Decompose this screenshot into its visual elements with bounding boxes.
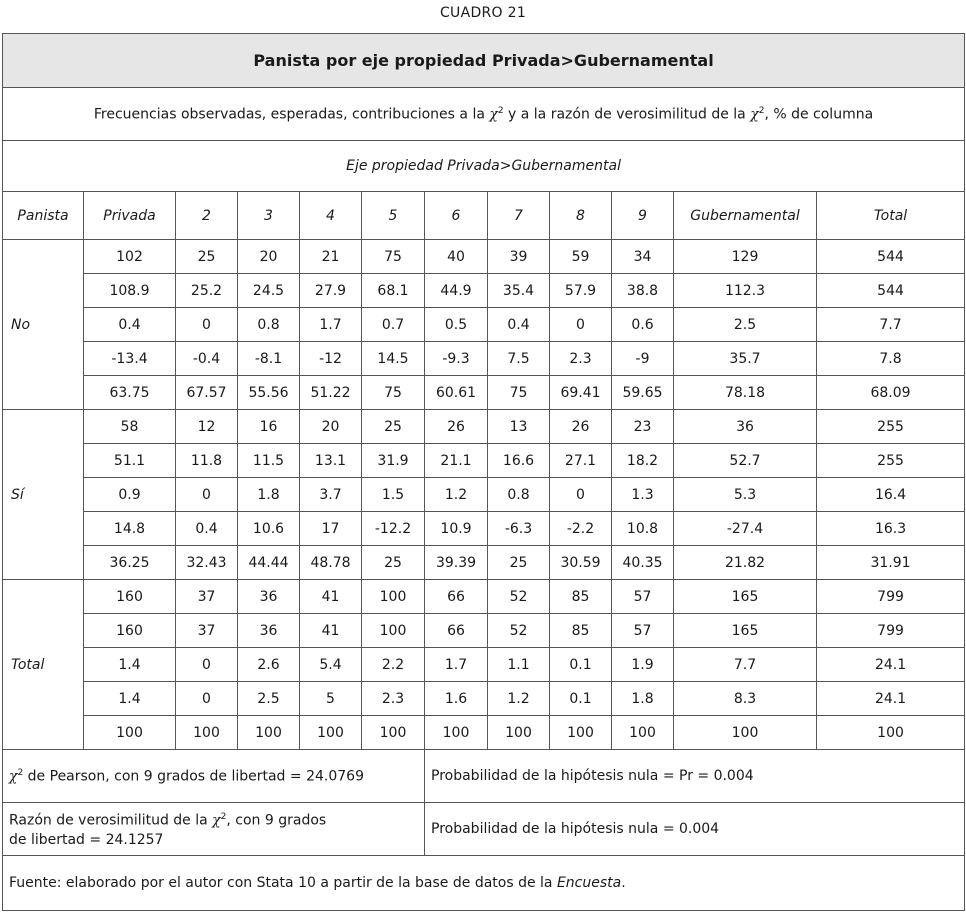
table-cell: -2.2 bbox=[550, 512, 612, 546]
table-cell: 68.09 bbox=[817, 376, 965, 410]
table-cell: 799 bbox=[817, 580, 965, 614]
table-cell: 52 bbox=[488, 614, 550, 648]
table-cell: 69.41 bbox=[550, 376, 612, 410]
table-row bbox=[3, 682, 965, 716]
source-italic: Encuesta bbox=[556, 875, 622, 891]
table-cell: 10.6 bbox=[238, 512, 300, 546]
table-cell: 25 bbox=[362, 410, 425, 444]
table-cell: 14.5 bbox=[362, 342, 425, 376]
table-cell: 2.2 bbox=[362, 648, 425, 682]
table-cell: 7.5 bbox=[488, 342, 550, 376]
table-cell: 100 bbox=[362, 716, 425, 750]
table-cell: 11.8 bbox=[176, 444, 238, 478]
table-cell: -12 bbox=[300, 342, 362, 376]
table-cell: 48.78 bbox=[300, 546, 362, 580]
table-cell: 2.5 bbox=[238, 682, 300, 716]
source-row bbox=[3, 856, 965, 911]
superscript-2: 2 bbox=[497, 105, 504, 116]
table-cell: 39.39 bbox=[425, 546, 488, 580]
table-cell: -13.4 bbox=[84, 342, 176, 376]
table-cell: 102 bbox=[84, 240, 176, 274]
table-cell: 52.7 bbox=[674, 444, 817, 478]
table-cell: 100 bbox=[817, 716, 965, 750]
table-cell: 108.9 bbox=[84, 274, 176, 308]
table-row bbox=[3, 648, 965, 682]
chi-symbol: χ bbox=[489, 106, 498, 123]
table-cell: 7.8 bbox=[817, 342, 965, 376]
table-cell: 0.4 bbox=[84, 308, 176, 342]
table-cell: 3.7 bbox=[300, 478, 362, 512]
table-cell: 1.4 bbox=[84, 648, 176, 682]
table-cell: 0.7 bbox=[362, 308, 425, 342]
table-cell: 1.3 bbox=[612, 478, 674, 512]
table-cell: 26 bbox=[550, 410, 612, 444]
table-cell: 0 bbox=[550, 308, 612, 342]
column-header: 7 bbox=[488, 192, 550, 240]
table-cell: 1.7 bbox=[300, 308, 362, 342]
table-cell: 100 bbox=[425, 716, 488, 750]
likelihood-text: Razón de verosimilitud de la bbox=[9, 812, 213, 829]
table-cell: 75 bbox=[362, 240, 425, 274]
table-cell: 23 bbox=[612, 410, 674, 444]
table-cell: 100 bbox=[176, 716, 238, 750]
table-cell: 100 bbox=[488, 716, 550, 750]
table-cell: 41 bbox=[300, 614, 362, 648]
header-row bbox=[3, 192, 965, 240]
table-cell: 58 bbox=[84, 410, 176, 444]
table-cell: 0 bbox=[550, 478, 612, 512]
table-cell: 100 bbox=[238, 716, 300, 750]
table-cell: 51.22 bbox=[300, 376, 362, 410]
table-cell: -27.4 bbox=[674, 512, 817, 546]
table-cell: 5 bbox=[300, 682, 362, 716]
table-cell: 85 bbox=[550, 614, 612, 648]
column-header: 8 bbox=[550, 192, 612, 240]
subtitle-part: , % de columna bbox=[764, 106, 874, 123]
table-cell: 10.8 bbox=[612, 512, 674, 546]
table-cell: 59.65 bbox=[612, 376, 674, 410]
table-row bbox=[3, 240, 965, 274]
chi-symbol: χ bbox=[750, 106, 759, 123]
likelihood-text: de libertad = 24.1257 bbox=[9, 831, 164, 848]
table-cell: 68.1 bbox=[362, 274, 425, 308]
table-cell: 25 bbox=[362, 546, 425, 580]
table-cell: 52 bbox=[488, 580, 550, 614]
table-cell: 160 bbox=[84, 614, 176, 648]
table-cell: 10.9 bbox=[425, 512, 488, 546]
table-cell: 1.9 bbox=[612, 648, 674, 682]
table-cell: 5.3 bbox=[674, 478, 817, 512]
table-cell: 24.1 bbox=[817, 648, 965, 682]
table-cell: 32.43 bbox=[176, 546, 238, 580]
table-cell: 63.75 bbox=[84, 376, 176, 410]
column-header: 3 bbox=[238, 192, 300, 240]
table-cell: 20 bbox=[300, 410, 362, 444]
table-cell: 255 bbox=[817, 410, 965, 444]
table-cell: 2.5 bbox=[674, 308, 817, 342]
likelihood-stat bbox=[3, 803, 425, 856]
table-cell: 1.8 bbox=[238, 478, 300, 512]
table-cell: 14.8 bbox=[84, 512, 176, 546]
table-cell: 75 bbox=[362, 376, 425, 410]
table-cell: 41 bbox=[300, 580, 362, 614]
table-cell: 57.9 bbox=[550, 274, 612, 308]
table-cell: 2.3 bbox=[550, 342, 612, 376]
table-caption: CUADRO 21 bbox=[439, 5, 527, 21]
table-cell: 165 bbox=[674, 580, 817, 614]
table-cell: 27.1 bbox=[550, 444, 612, 478]
table-cell: 7.7 bbox=[817, 308, 965, 342]
table-cell: 13 bbox=[488, 410, 550, 444]
table-cell: -12.2 bbox=[362, 512, 425, 546]
table-cell: 8.3 bbox=[674, 682, 817, 716]
table-cell: 100 bbox=[362, 580, 425, 614]
table-cell: 1.5 bbox=[362, 478, 425, 512]
table-row bbox=[3, 478, 965, 512]
table-cell: 0 bbox=[176, 478, 238, 512]
table-cell: 17 bbox=[300, 512, 362, 546]
table-cell: 544 bbox=[817, 274, 965, 308]
table-cell: 31.91 bbox=[817, 546, 965, 580]
table-cell: 30.59 bbox=[550, 546, 612, 580]
superscript-2: 2 bbox=[758, 105, 765, 116]
column-header: 4 bbox=[300, 192, 362, 240]
table-cell: 31.9 bbox=[362, 444, 425, 478]
table-cell: 1.2 bbox=[488, 682, 550, 716]
source-text: Fuente: elaborado por el autor con Stata 10 a partir de la base de datos de la bbox=[9, 875, 557, 891]
table-cell: 18.2 bbox=[612, 444, 674, 478]
table-cell: 0.5 bbox=[425, 308, 488, 342]
table-cell: 40.35 bbox=[612, 546, 674, 580]
table-cell: 13.1 bbox=[300, 444, 362, 478]
axis-label: Eje propiedad Privada>Gubernamental bbox=[3, 141, 965, 192]
superscript-2: 2 bbox=[17, 767, 24, 778]
table-cell: 37 bbox=[176, 614, 238, 648]
table-row bbox=[3, 410, 965, 444]
table-cell: 25 bbox=[488, 546, 550, 580]
likelihood-text: , con 9 grados bbox=[226, 812, 327, 829]
table-cell: -0.4 bbox=[176, 342, 238, 376]
chi-symbol: χ bbox=[9, 768, 18, 785]
column-header: Total bbox=[817, 192, 965, 240]
table-cell: 25 bbox=[176, 240, 238, 274]
table-cell: 1.4 bbox=[84, 682, 176, 716]
table-cell: 66 bbox=[425, 614, 488, 648]
table-cell: -8.1 bbox=[238, 342, 300, 376]
table-cell: 60.61 bbox=[425, 376, 488, 410]
table-cell: 66 bbox=[425, 580, 488, 614]
table-cell: 799 bbox=[817, 614, 965, 648]
column-header: Panista bbox=[3, 192, 84, 240]
table-cell: 34 bbox=[612, 240, 674, 274]
table-cell: 16.4 bbox=[817, 478, 965, 512]
chi-symbol: χ bbox=[212, 812, 221, 829]
table-cell: 35.7 bbox=[674, 342, 817, 376]
subtitle-part: Frecuencias observadas, esperadas, contribuciones a la bbox=[93, 106, 490, 123]
column-header: 9 bbox=[612, 192, 674, 240]
table-cell: 27.9 bbox=[300, 274, 362, 308]
table-cell: 36 bbox=[238, 614, 300, 648]
pearson-text: de Pearson, con 9 grados de libertad = 24.0769 bbox=[23, 768, 364, 785]
table-cell: 36 bbox=[674, 410, 817, 444]
row-group-label: Sí bbox=[3, 410, 84, 580]
table-cell: 16 bbox=[238, 410, 300, 444]
table-cell: 21.82 bbox=[674, 546, 817, 580]
table-cell: 37 bbox=[176, 580, 238, 614]
crosstab-table bbox=[2, 33, 965, 911]
table-cell: 51.1 bbox=[84, 444, 176, 478]
pearson-stat bbox=[3, 750, 425, 803]
table-cell: 0.4 bbox=[176, 512, 238, 546]
table-cell: 26 bbox=[425, 410, 488, 444]
column-header: Gubernamental bbox=[674, 192, 817, 240]
superscript-2: 2 bbox=[220, 812, 227, 823]
table-cell: 100 bbox=[550, 716, 612, 750]
source-note bbox=[3, 856, 965, 911]
table-cell: 100 bbox=[300, 716, 362, 750]
table-cell: 0.1 bbox=[550, 648, 612, 682]
likelihood-probability: Probabilidad de la hipótesis nula = 0.004 bbox=[425, 803, 965, 856]
table-cell: 36.25 bbox=[84, 546, 176, 580]
table-cell: 16.3 bbox=[817, 512, 965, 546]
table-cell: 0.1 bbox=[550, 682, 612, 716]
table-cell: 1.8 bbox=[612, 682, 674, 716]
table-cell: 1.1 bbox=[488, 648, 550, 682]
column-header: 2 bbox=[176, 192, 238, 240]
table-cell: 1.7 bbox=[425, 648, 488, 682]
table-cell: 0.8 bbox=[488, 478, 550, 512]
table-cell: 0 bbox=[176, 648, 238, 682]
table-row bbox=[3, 716, 965, 750]
table-cell: 21 bbox=[300, 240, 362, 274]
source-text: . bbox=[621, 875, 626, 891]
table-cell: 165 bbox=[674, 614, 817, 648]
table-row bbox=[3, 376, 965, 410]
table-cell: 75 bbox=[488, 376, 550, 410]
table-cell: 1.6 bbox=[425, 682, 488, 716]
table-cell: 35.4 bbox=[488, 274, 550, 308]
table-cell: 57 bbox=[612, 614, 674, 648]
table-cell: 21.1 bbox=[425, 444, 488, 478]
table-cell: 0.9 bbox=[84, 478, 176, 512]
table-cell: 0 bbox=[176, 682, 238, 716]
row-group-label: No bbox=[3, 240, 84, 410]
table-cell: 100 bbox=[84, 716, 176, 750]
table-cell: 24.1 bbox=[817, 682, 965, 716]
table-cell: 44.9 bbox=[425, 274, 488, 308]
table-cell: 544 bbox=[817, 240, 965, 274]
table-cell: 0.4 bbox=[488, 308, 550, 342]
table-cell: 100 bbox=[362, 614, 425, 648]
table-cell: 100 bbox=[612, 716, 674, 750]
table-subtitle bbox=[3, 88, 965, 141]
table-cell: 44.44 bbox=[238, 546, 300, 580]
table-cell: 39 bbox=[488, 240, 550, 274]
column-header: 6 bbox=[425, 192, 488, 240]
table-cell: 36 bbox=[238, 580, 300, 614]
table-cell: 129 bbox=[674, 240, 817, 274]
table-cell: -9 bbox=[612, 342, 674, 376]
column-header: Privada bbox=[84, 192, 176, 240]
likelihood-row bbox=[3, 803, 965, 856]
column-header: 5 bbox=[362, 192, 425, 240]
table-cell: 2.6 bbox=[238, 648, 300, 682]
table-cell: 7.7 bbox=[674, 648, 817, 682]
table-row bbox=[3, 444, 965, 478]
table-row bbox=[3, 512, 965, 546]
table-cell: 0.6 bbox=[612, 308, 674, 342]
subtitle-part: y a la razón de verosimilitud de la bbox=[503, 106, 751, 123]
table-cell: -6.3 bbox=[488, 512, 550, 546]
table-cell: 59 bbox=[550, 240, 612, 274]
table-cell: 0 bbox=[176, 308, 238, 342]
table-cell: 40 bbox=[425, 240, 488, 274]
table-cell: 25.2 bbox=[176, 274, 238, 308]
table-cell: 100 bbox=[674, 716, 817, 750]
table-cell: -9.3 bbox=[425, 342, 488, 376]
table-cell: 1.2 bbox=[425, 478, 488, 512]
table-cell: 85 bbox=[550, 580, 612, 614]
table-cell: 160 bbox=[84, 580, 176, 614]
table-cell: 5.4 bbox=[300, 648, 362, 682]
pearson-probability: Probabilidad de la hipótesis nula = Pr = 0.004 bbox=[425, 750, 965, 803]
pearson-row bbox=[3, 750, 965, 803]
table-cell: 67.57 bbox=[176, 376, 238, 410]
table-row bbox=[3, 614, 965, 648]
table-cell: 55.56 bbox=[238, 376, 300, 410]
table-row bbox=[3, 580, 965, 614]
table-cell: 112.3 bbox=[674, 274, 817, 308]
table-cell: 12 bbox=[176, 410, 238, 444]
table-row bbox=[3, 274, 965, 308]
table-cell: 38.8 bbox=[612, 274, 674, 308]
table-row bbox=[3, 546, 965, 580]
table-cell: 57 bbox=[612, 580, 674, 614]
row-group-label: Total bbox=[3, 580, 84, 750]
table-cell: 0.8 bbox=[238, 308, 300, 342]
table-row bbox=[3, 308, 965, 342]
table-cell: 2.3 bbox=[362, 682, 425, 716]
table-cell: 24.5 bbox=[238, 274, 300, 308]
table-cell: 16.6 bbox=[488, 444, 550, 478]
table-cell: 20 bbox=[238, 240, 300, 274]
table-title: Panista por eje propiedad Privada>Gubernamental bbox=[3, 34, 965, 88]
table-cell: 255 bbox=[817, 444, 965, 478]
table-row bbox=[3, 342, 965, 376]
table-cell: 11.5 bbox=[238, 444, 300, 478]
table-cell: 78.18 bbox=[674, 376, 817, 410]
